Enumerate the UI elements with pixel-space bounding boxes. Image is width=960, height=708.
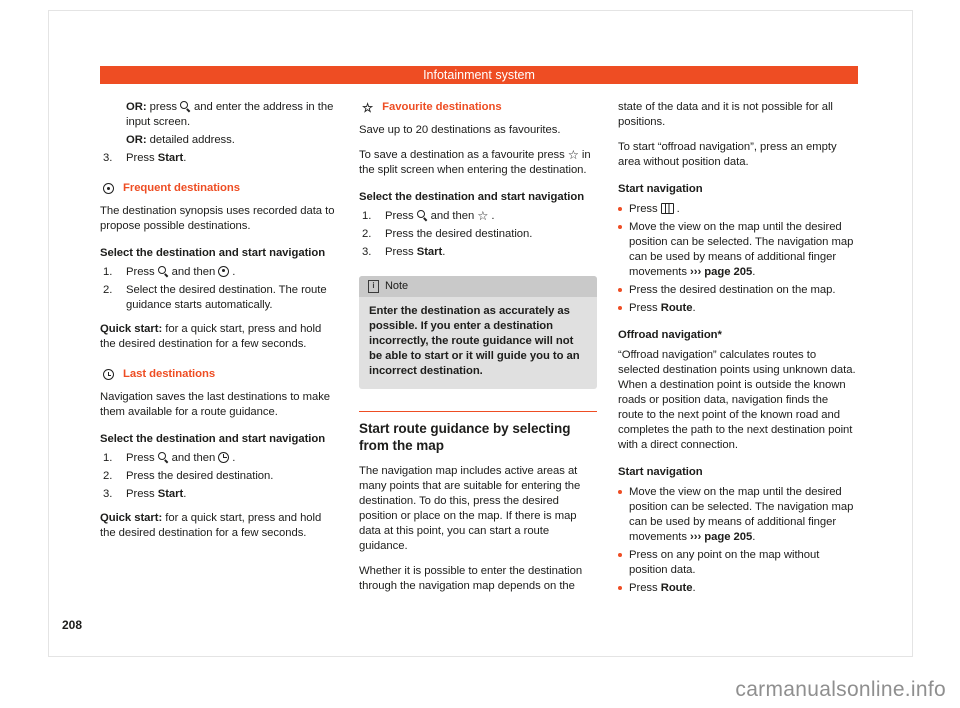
heading-text: Last destinations [123,368,216,380]
step-text [126,151,338,166]
step-text: Select the desired destination. The route guidance starts automatically. [126,284,327,311]
quick-start-label: Quick start: [100,512,163,524]
paragraph: The destination synopsis uses recorded data to propose possible destinations. [100,205,335,232]
list-item [100,283,338,313]
list-item [100,469,338,484]
paragraph [359,148,597,178]
text: Press [126,452,155,464]
bullet-item [618,202,856,217]
text: Move the view on the map until the desired position can be selected. The navigation map can be used by means of additional finger movements [629,221,854,278]
step-number: 2. [103,284,113,296]
search-icon [158,266,169,277]
text: . [676,203,680,215]
list-item [359,209,597,224]
start-navigation-heading: Start navigation [618,466,703,478]
list-item [100,151,338,166]
step-number: 3. [362,246,372,258]
map-button-icon [661,203,674,214]
step-text: Press the desired destination. [385,228,533,240]
section-heading: Start route guidance by selecting from the map [359,411,597,454]
paragraph: To start “offroad navigation”, press an empty area without position data. [618,141,837,168]
text: in the split screen when entering the destination. [359,149,591,176]
text: . [232,452,236,464]
step-text: Press the desired destination. [126,470,274,482]
bullet-item [618,581,856,596]
step-text [385,209,597,224]
clock-icon [103,369,114,380]
note-box [359,276,597,389]
search-icon [180,101,191,112]
bullet-item [618,548,856,578]
button-label: Start [157,152,184,164]
text: Press [385,210,414,222]
paragraph: The navigation map includes active areas at many points that are suitable for entering the destination. To do this, press the desired position or place on the map. If there is map data at this point, you can start a route guidance. [359,465,581,552]
paragraph: Navigation saves the last destinations to make them available for a route guidance. [100,391,331,418]
text: . [692,302,696,314]
step-list [100,265,338,313]
text: Press [629,582,661,594]
star-icon: ☆ [477,209,489,223]
step-text [385,245,597,260]
step-text [126,487,338,502]
text: . [491,210,495,222]
bullet-icon [618,586,622,590]
chapter-header [100,66,858,84]
button-label: Start [157,488,184,500]
text: Move the view on the map until the desired position can be selected. The navigation map can be used by means of additional finger movements [629,486,854,543]
chapter-title: Infotainment system [423,68,535,82]
or-text: detailed address. [146,134,235,146]
button-label: Start [416,246,443,258]
frequent-destinations-icon [218,266,229,277]
bullet-item [618,485,856,545]
bullet-icon [618,207,622,211]
last-destinations-heading [100,367,338,382]
text: Press [126,266,155,278]
step-number: 3. [103,152,113,164]
offroad-navigation-heading: Offroad navigation* [618,329,722,341]
paragraph: Whether it is possible to enter the destination through the navigation map depends on the [359,565,583,592]
bullet-text [629,202,856,217]
or-text: press [146,101,178,113]
favourite-destinations-heading [359,100,597,115]
text: Press [629,302,661,314]
bullet-text [629,485,856,545]
bullet-text [629,220,856,280]
text: To save a destination as a favourite press [359,149,565,161]
heading-text: Frequent destinations [123,182,240,194]
clock-icon [218,452,229,463]
quick-start-tip [100,511,338,541]
bullet-item [618,283,856,298]
text: . [232,266,236,278]
note-header [359,276,597,297]
list-item [100,487,338,502]
text: . [752,531,756,543]
or-label: OR: [126,101,147,113]
bullet-icon [618,288,622,292]
page-cross-reference: ››› page 205 [690,266,753,278]
bullet-text [629,301,856,316]
bullet-icon [618,225,622,229]
text: . [692,582,696,594]
or-option-2 [126,133,338,148]
note-icon: i [368,280,379,293]
text: and then [430,210,475,222]
step-number: 2. [362,228,372,240]
bullet-text [629,581,856,596]
page-number: 208 [62,618,83,632]
or-option-1 [126,100,338,130]
bullet-icon [618,553,622,557]
subheading: Select the destination and start navigation [359,191,585,203]
text: . [183,152,187,164]
bullet-icon [618,306,622,310]
watermark: carmanualsonline.info [735,678,946,701]
step-number: 1. [103,266,113,278]
list-item [100,265,338,280]
subheading: Select the destination and start navigation [100,247,326,259]
bullet-text: Press on any point on the map without position data. [629,549,820,576]
text: Press [629,203,658,215]
button-label: Route [660,302,693,314]
step-number: 2. [103,470,113,482]
quick-start-tip [100,322,338,352]
search-icon [417,210,428,221]
subheading: Select the destination and start navigation [100,433,326,445]
text: . [752,266,756,278]
quick-start-label: Quick start: [100,323,163,335]
text: Press [126,488,158,500]
frequent-destinations-heading [100,181,338,196]
heading-text: Favourite destinations [382,101,502,113]
star-icon: ☆ [567,148,579,162]
step-list [100,151,338,166]
list-item [359,245,597,260]
text: . [442,246,446,258]
or-label: OR: [126,134,147,146]
step-text [126,265,338,280]
step-list [359,209,597,260]
paragraph: “Offroad navigation” calculates routes to selected destination points using unknown data. When a destination point is outside the known roads or position data, navigation finds the route to the next point of the known road and completes the path to the next destination point with a direct connection. [618,349,856,451]
column-2 [359,100,597,606]
star-icon: ☆ [362,100,374,115]
bullet-text: Press the desired destination on the map. [629,284,836,296]
column-3 [618,100,856,606]
step-number: 1. [103,452,113,464]
start-navigation-heading: Start navigation [618,183,703,195]
text: Press [126,152,158,164]
page-cross-reference: ››› page 205 [690,531,753,543]
note-title: Note [385,280,409,292]
step-text [126,451,338,466]
text: . [183,488,187,500]
search-icon [158,452,169,463]
text: for a quick start, press and hold the desired destination for a few seconds. [100,512,322,539]
bullet-list [618,485,856,596]
step-list [100,451,338,502]
list-item [359,227,597,242]
step-number: 1. [362,210,372,222]
note-body: Enter the destination as accurately as possible. If you enter a destination incorrectly, the route guidance will not be able to start or it will guide you to an incorrect destination. [369,305,580,377]
bullet-item [618,220,856,280]
button-label: Route [660,582,693,594]
bullet-icon [618,490,622,494]
bullet-list [618,202,856,316]
text: Press [385,246,417,258]
text: and then [171,452,216,464]
column-1 [100,100,338,606]
bullet-item [618,301,856,316]
list-item [100,451,338,466]
text: for a quick start, press and hold the desired destination for a few seconds. [100,323,322,350]
frequent-destinations-icon [103,183,114,194]
text: and then [171,266,216,278]
text-columns [100,100,858,606]
step-number: 3. [103,488,113,500]
paragraph: Save up to 20 destinations as favourites. [359,124,561,136]
or-text: and enter the address in the input screen. [126,101,334,128]
paragraph: state of the data and it is not possible for all positions. [618,101,833,128]
